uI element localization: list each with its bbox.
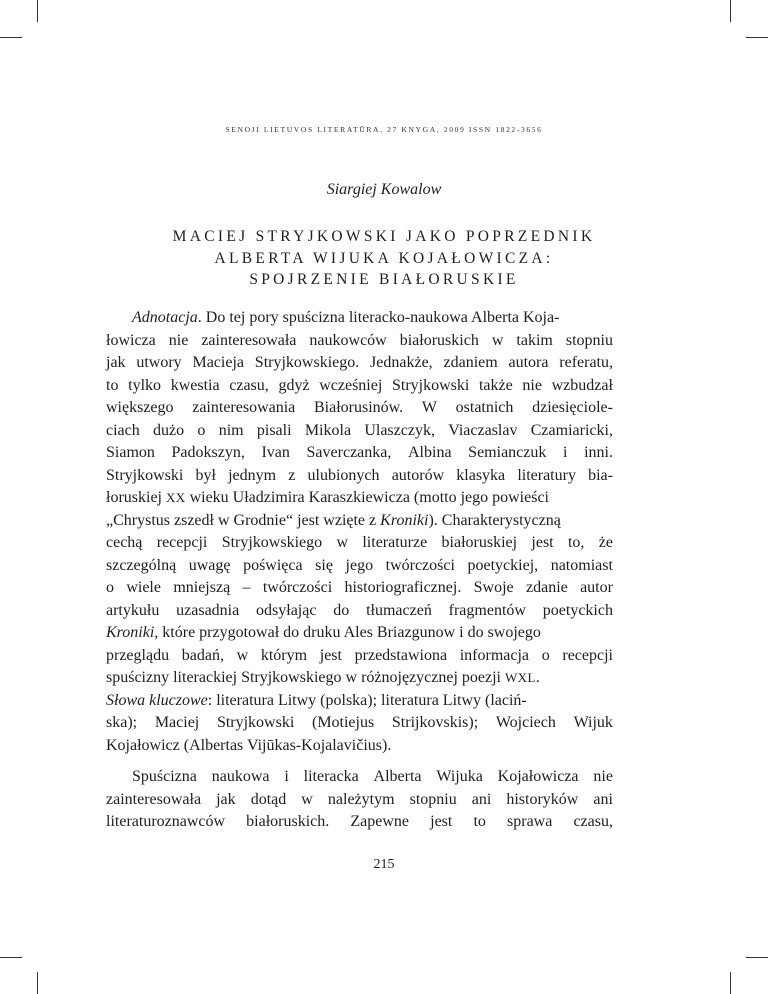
text-line: literaturoznawców białoruskich. Zapewne jest to sprawa czasu,: [106, 813, 613, 830]
text-line: o wiele mniejszą – twórczości historiograficznej. Swoje zdanie autor: [106, 579, 613, 596]
title-line: MACIEJ STRYJKOWSKI JAKO POPRZEDNIK: [172, 228, 596, 245]
text-line: to tylko kwestia czasu, gdyż wcześniej Stryjkowski także nie wzbudzał: [106, 376, 613, 394]
text-line: łoruskiej XX wieku Uładzimira Karaszkiewicza (motto jego powieści: [106, 489, 549, 506]
running-header: SENOJI LIETUVOS LITERATŪRA, 27 KNYGA, 2009 ISSN 1822-3656: [225, 125, 543, 134]
crop-mark: [0, 37, 22, 38]
crop-mark: [37, 972, 38, 994]
abstract: [106, 307, 613, 757]
text-line: cechą recepcji Stryjkowskiego w literaturze białoruskiej jest to, że: [106, 534, 613, 551]
crop-mark: [730, 0, 731, 22]
text-line: ciach dużo o nim pisali Mikola Ulaszczyk, Viaczaslav Czamiaricki,: [106, 421, 613, 439]
crop-mark: [730, 972, 731, 994]
text-line: Spuścizna naukowa i literacka Alberta Wijuka Kojałowicza nie: [132, 768, 613, 785]
text-line: jak utwory Macieja Stryjkowskiego. Jednakże, zdaniem autora referatu,: [106, 354, 613, 371]
text-line: większego zainteresowania Białorusinów. W ostatnich dziesięciole-: [106, 399, 613, 416]
text-line: łowicza nie zainteresowała naukowców białoruskich w takim stopniu: [106, 331, 613, 349]
keywords-line: ska); Maciej Stryjkowski (Motiejus Strijkovskis); Wojciech Wijuk: [106, 714, 613, 731]
text-line: spuścizny literackiej Stryjkowskiego w różnojęzycznej poezji WXL.: [106, 669, 540, 686]
text-line: „Chrystus zszedł w Grodnie“ jest wzięte z Kroniki). Charakterystyczną: [106, 511, 561, 529]
keywords-line: Słowa kluczowe: literatura Litwy (polska); literatura Litwy (laciń-: [106, 691, 527, 709]
text-line: artykułu uzasadnia odsyłając do tłumaczeń fragmentów poetyckich: [106, 601, 613, 619]
keywords-label: Słowa kluczowe: [106, 691, 208, 709]
author-name: Siargiej Kowalow: [326, 181, 442, 198]
page-number: 215: [373, 857, 395, 872]
crop-mark: [746, 957, 768, 958]
text-line: Siamon Padokszyn, Ivan Saverczanka, Albina Semianczuk i inni.: [106, 444, 613, 461]
text-line: szczególną uwagę poświęca się jego twórczości poetyckiej, natomiast: [106, 556, 613, 574]
article-title: [0, 226, 768, 291]
text-line: Kroniki, które przygotował do druku Ales Briazgunow i do swojego: [106, 624, 541, 641]
text-line: przeglądu badań, w którym jest przedstawiona informacja o recepcji: [106, 646, 613, 664]
keywords-line: Kojałowicz (Albertas Vijūkas-Kojalavičius).: [106, 736, 392, 754]
abstract-label: Adnotacja: [132, 309, 198, 326]
text-line: Adnotacja. Do tej pory spuścizna literacko-naukowa Alberta Koja-: [132, 309, 560, 326]
text-line: Stryjkowski był jednym z ulubionych autorów klasyka literatury bia-: [106, 466, 613, 484]
crop-mark: [37, 0, 38, 22]
title-line: ALBERTA WIJUKA KOJAŁOWICZA:: [214, 249, 554, 267]
crop-mark: [746, 37, 768, 38]
crop-mark: [0, 957, 22, 958]
body-paragraph: [106, 766, 613, 834]
text-line: zainteresowała jak dotąd w należytym stopniu ani historyków ani: [106, 790, 613, 808]
title-line: SPOJRZENIE BIAŁORUSKIE: [249, 271, 519, 288]
